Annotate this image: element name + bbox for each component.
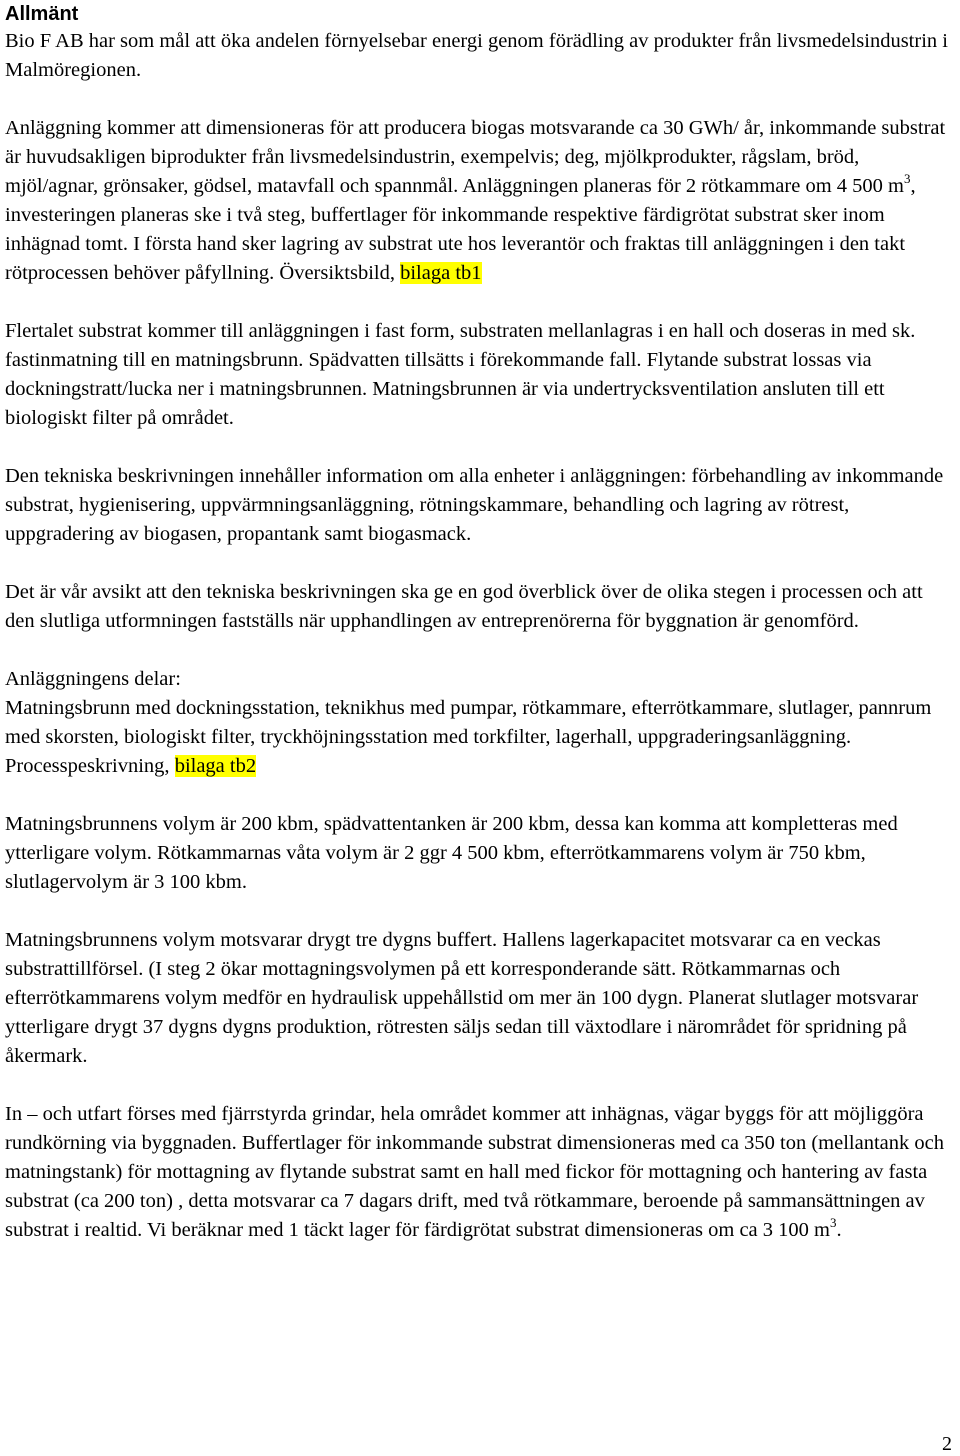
facility-paragraph bbox=[5, 114, 955, 288]
document-page bbox=[5, 0, 955, 1245]
intent-paragraph: Det är vår avsikt att den tekniska beskrivningen ska ge en god överblick över de olika stegen i processen och att den slutliga utformningen fastställs när upphandlingen av entreprenörerna för byggnation är genomförd. bbox=[5, 581, 923, 632]
parts-title: Anläggningens delar: bbox=[5, 668, 181, 690]
facility-text: Anläggning kommer att dimensioneras för att producera biogas motsvarande ca 30 GWh/ år, inkommande substrat är huvudsakligen biprodukter från livsmedelsindustrin, exempelvis; deg, mjölkprodukter, rågslam, bröd, mjöl/agnar, grönsaker, gödsel, matavfall och spannmål. Anläggningen planeras för 2 rötkammare om 4 500 m bbox=[5, 117, 946, 197]
access-text-end: . bbox=[836, 1219, 842, 1241]
parts-paragraph bbox=[5, 694, 955, 781]
volume-paragraph: Matningsbrunnens volym är 200 kbm, spädvattentanken är 200 kbm, dessa kan komma att kompletteras med ytterligare volym. Rötkammarnas våta volym är 2 ggr 4 500 kbm, efterrötkammarens volym är 750 kbm, slutlagervolym är 3 100 kbm. bbox=[5, 813, 898, 893]
parts-text: Matningsbrunn med dockningsstation, teknikhus med pumpar, rötkammare, efterrötkammare, slutlager, pannrum med skorsten, biologiskt filter, tryckhöjningsstation med torkfilter, lagerhall, uppgraderingsanläggning. Processpeskrivning, bbox=[5, 697, 932, 777]
intro-paragraph: Bio F AB har som mål att öka andelen förnyelsebar energi genom förädling av produkter från livsmedelsindustrin i Malmöregionen. bbox=[5, 30, 948, 81]
technical-description-paragraph: Den tekniska beskrivningen innehåller information om alla enheter i anläggningen: förbehandling av inkommande substrat, hygienisering, uppvärmningsanläggning, rötningskammare, behandling och lagring av rötrest, uppgradering av biogasen, propantank samt biogasmack. bbox=[5, 465, 944, 545]
access-paragraph bbox=[5, 1100, 955, 1245]
page-number: 2 bbox=[942, 1433, 952, 1455]
buffer-paragraph: Matningsbrunnens volym motsvarar drygt tre dygns buffert. Hallens lagerkapacitet motsvarar ca en veckas substrattillförsel. (I steg 2 ökar mottagningsvolymen på ett korresponderande sätt. Rötkammarnas och efterrötkammarens volym medför en hydraulisk uppehållstid om mer än 100 dygn. Planerat slutlager motsvarar ytterligare drygt 37 dygns dygns produktion, rötresten säljs sedan till växtodlare i närområdet för spridning på åkermark. bbox=[5, 929, 919, 1067]
attachment-link-tb1[interactable]: bilaga tb1 bbox=[400, 262, 482, 284]
section-heading: Allmänt bbox=[5, 3, 79, 25]
substrate-paragraph: Flertalet substrat kommer till anläggningen i fast form, substraten mellanlagras i en hall och doseras in med sk. fastinmatning till en matningsbrunn. Spädvatten tillsätts i förekommande fall. Flytande substrat lossas via dockningstratt/lucka ner i matningsbrunnen. Matningsbrunnen är via undertrycksventilation ansluten till ett biologiskt filter på området. bbox=[5, 320, 916, 429]
facility-text-cont: , investeringen planeras ske i två steg, buffertlager för inkommande respektive färdigrötat substrat sker inom inhägnad tomt. I första hand sker lagring av substrat ute hos leverantör och fraktas till anläggningen i den takt rötprocessen behöver påfyllning. Översiktsbild, bbox=[5, 175, 916, 284]
attachment-link-tb2[interactable]: bilaga tb2 bbox=[174, 755, 257, 777]
access-text: In – och utfart förses med fjärrstyrda grindar, hela området kommer att inhägnas, vägar byggs för att möjliggöra rundkörning via byggnaden. Buffertlager för inkommande substrat dimensioneras med ca 350 ton (mellantank och matningstank) för mottagning av flytande substrat samt en hall med fickor för mottagning och hantering av fasta substrat (ca 200 ton) , detta motsvarar ca 7 dagars drift, med två rötkammare, beroende på sammansättningen av substrat i realtid. Vi beräknar med 1 täckt lager för färdigrötat substrat dimensioneras om ca 3 100 m bbox=[5, 1103, 944, 1241]
superscript: 3 bbox=[829, 1215, 837, 1230]
superscript: 3 bbox=[903, 171, 911, 186]
